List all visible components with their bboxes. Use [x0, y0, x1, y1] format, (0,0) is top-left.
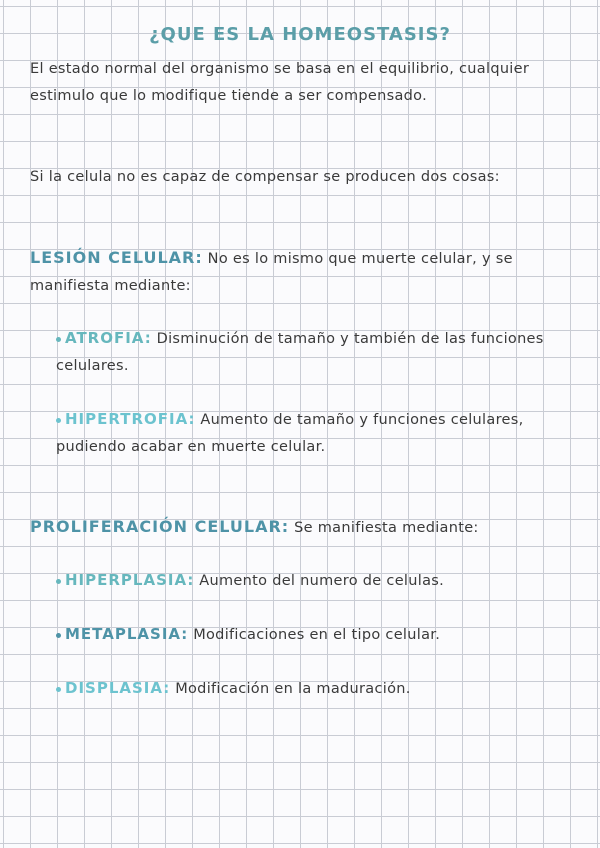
bullet-dot-icon: [56, 579, 61, 584]
item-text: Aumento del numero de celulas.: [199, 573, 445, 589]
page-title: ¿QUE ES LA HOMEOSTASIS?: [149, 24, 451, 45]
intro-paragraph: El estado normal del organismo se basa en el equilibrio, cualquier estimulo que lo modifique tiende a ser compensado.: [30, 61, 530, 104]
list-item: [56, 621, 571, 649]
lesion-heading: LESIÓN CELULAR:: [30, 248, 203, 267]
lesion-text: No es lo mismo que muerte celular, y se manifiesta mediante:: [30, 251, 513, 294]
list-item: [56, 675, 571, 703]
list-item: [56, 325, 571, 380]
bullet-dot-icon: [56, 633, 61, 638]
item-term: ATROFIA:: [65, 329, 152, 347]
item-term: HIPERPLASIA:: [65, 571, 195, 589]
list-item: [56, 567, 571, 595]
bullet-dot-icon: [56, 687, 61, 692]
proliferacion-text: Se manifiesta mediante:: [294, 520, 479, 536]
bullet-dot-icon: [56, 418, 61, 423]
second-paragraph: Si la celula no es capaz de compensar se producen dos cosas:: [30, 169, 500, 185]
item-text: Aumento de tamaño y funciones celulares, pudiendo acabar en muerte celular.: [56, 412, 524, 455]
bullet-dot-icon: [56, 337, 61, 342]
item-term: DISPLASIA:: [65, 679, 171, 697]
proliferacion-heading: PROLIFERACIÓN CELULAR:: [30, 517, 290, 536]
item-term: METAPLASIA:: [65, 625, 189, 643]
item-text: Modificación en la maduración.: [175, 681, 411, 697]
proliferacion-section: [30, 513, 575, 542]
item-text: Modificaciones en el tipo celular.: [193, 627, 441, 643]
lesion-section: [30, 244, 575, 300]
list-item: [56, 406, 571, 461]
item-text: Disminución de tamaño y también de las funciones celulares.: [56, 331, 544, 374]
item-term: HIPERTROFIA:: [65, 410, 196, 428]
